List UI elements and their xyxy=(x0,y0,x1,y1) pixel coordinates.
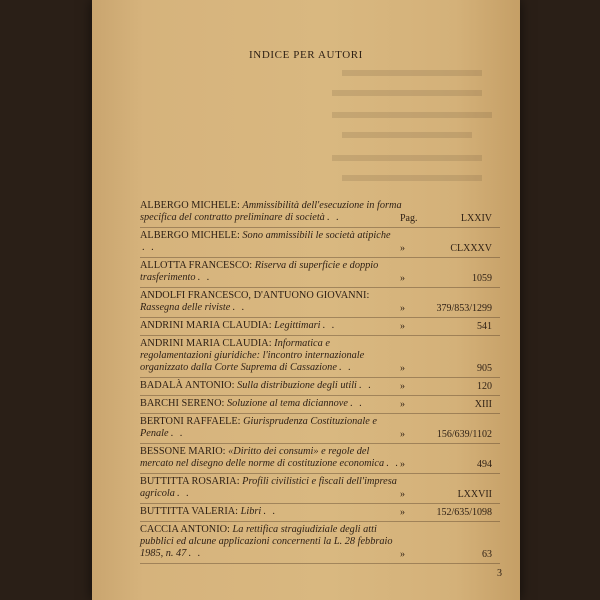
index-entry xyxy=(140,288,500,318)
entry-author: BADALÀ ANTONIO: xyxy=(140,380,235,391)
index-entry xyxy=(140,396,500,414)
page-title: INDICE PER AUTORI xyxy=(249,49,363,61)
dot-leader: . . xyxy=(188,548,203,559)
entry-page-number: XIII xyxy=(474,399,492,410)
dot-leader: . . xyxy=(322,320,337,331)
entry-page-number: CLXXXV xyxy=(450,243,492,254)
entry-author: BERTONI RAFFAELE: xyxy=(140,416,241,427)
entry-work-title: Giurisprudenza Costituzionale e Penale xyxy=(140,416,377,439)
index-entry xyxy=(140,228,500,258)
entry-page-mark: » xyxy=(400,273,405,284)
entry-page-number: 905 xyxy=(477,363,492,374)
dot-leader: . . xyxy=(386,458,400,469)
entry-page-reference xyxy=(400,459,492,470)
entry-text xyxy=(140,524,402,560)
entry-page-number: LXXVII xyxy=(457,489,492,500)
index-entry xyxy=(140,258,500,288)
entry-work-title: La rettifica stragiudiziale degli atti pubblici ed alcune applicazioni concernenti la L. 28 febbraio 1985, n. 47 xyxy=(140,524,393,559)
entry-author: ALBERGO MICHELE: xyxy=(140,230,240,241)
index-entry xyxy=(140,318,500,336)
entry-page-number: 120 xyxy=(477,381,492,392)
entry-page-mark: » xyxy=(400,429,405,440)
entry-page-mark: Pag. xyxy=(400,213,418,224)
entry-page-mark: » xyxy=(400,321,405,332)
entry-page-mark: » xyxy=(400,243,405,254)
entry-work-title: «Diritto dei consumi» e regole del mercato nel disegno delle norme di costituzione economica xyxy=(140,446,385,469)
entry-work-title: Riserva di superficie e doppio trasferimento xyxy=(140,260,379,283)
entry-text xyxy=(140,200,402,224)
entry-text xyxy=(140,446,402,470)
entry-page-reference xyxy=(400,363,492,374)
index-entry xyxy=(140,444,500,474)
entry-author: ANDRINI MARIA CLAUDIA: xyxy=(140,338,272,349)
entry-page-reference xyxy=(400,213,492,224)
entry-work-title: Informatica e regolamentazioni giuridiche: l'incontro internazionale organizzato dalla Corte Suprema di Cassazione xyxy=(140,338,365,373)
entry-text xyxy=(140,416,402,440)
entry-page-reference xyxy=(400,399,492,410)
entry-text xyxy=(140,230,402,254)
entry-author: BESSONE MARIO: xyxy=(140,446,226,457)
entry-author: BUTTITTA VALERIA: xyxy=(140,506,239,517)
index-entry xyxy=(140,522,500,564)
entry-page-number: 63 xyxy=(482,549,492,560)
dot-leader: . . xyxy=(358,380,373,391)
entry-work-title: Profili civilistici e fiscali dell'impresa agricola xyxy=(140,476,397,499)
entry-work-title: Sulla distribuzione degli utili xyxy=(237,380,357,391)
entry-text xyxy=(140,476,402,500)
entry-page-mark: » xyxy=(400,507,405,518)
entry-page-mark: » xyxy=(400,303,405,314)
entry-page-mark: » xyxy=(400,363,405,374)
index-entry xyxy=(140,414,500,444)
index-entry xyxy=(140,198,500,228)
entry-text xyxy=(140,338,402,374)
entry-page-number: LXXIV xyxy=(460,213,492,224)
entry-author: BUTTITTA ROSARIA: xyxy=(140,476,240,487)
dot-leader: . . xyxy=(326,212,341,223)
page-number: 3 xyxy=(497,568,502,579)
entry-author: ANDOLFI FRANCESCO, D'ANTUONO GIOVANNI: xyxy=(140,290,370,301)
entry-author: ALBERGO MICHELE: xyxy=(140,200,240,211)
entry-page-reference xyxy=(400,489,492,500)
entry-text xyxy=(140,506,402,518)
index-entry xyxy=(140,378,500,396)
entry-page-reference xyxy=(400,429,492,440)
dot-leader: . . xyxy=(338,362,353,373)
entry-page-reference xyxy=(400,243,492,254)
index-entry xyxy=(140,336,500,378)
entry-work-title: Legittimari xyxy=(274,320,321,331)
entry-page-reference xyxy=(400,303,492,314)
entry-page-reference xyxy=(400,321,492,332)
entry-page-mark: » xyxy=(400,399,405,410)
entry-page-number: 1059 xyxy=(472,273,492,284)
entry-author: CACCIA ANTONIO: xyxy=(140,524,230,535)
dot-leader: . . xyxy=(263,506,277,517)
document-page xyxy=(92,0,520,600)
entry-author: ANDRINI MARIA CLAUDIA: xyxy=(140,320,272,331)
entry-page-reference xyxy=(400,507,492,518)
entry-work-title: Soluzione al tema diciannove xyxy=(226,398,348,409)
dot-leader: . . xyxy=(176,488,191,499)
entry-page-mark: » xyxy=(400,459,405,470)
entry-page-mark: » xyxy=(400,549,405,560)
entry-work-title: Libri xyxy=(240,506,262,517)
entry-page-mark: » xyxy=(400,381,405,392)
author-index-list xyxy=(140,198,500,564)
entry-work-title: Sono ammissibili le società atipiche xyxy=(242,230,391,241)
entry-text xyxy=(140,320,402,332)
entry-text xyxy=(140,290,402,314)
entry-page-number: 152/635/1098 xyxy=(436,507,492,518)
dot-leader: . . xyxy=(142,242,156,253)
index-entry xyxy=(140,504,500,522)
entry-page-reference xyxy=(400,381,492,392)
dot-leader: . . xyxy=(170,428,185,439)
entry-work-title: Rassegna delle riviste xyxy=(140,302,231,313)
entry-page-number: 379/853/1299 xyxy=(436,303,492,314)
entry-author: BARCHI SERENO: xyxy=(140,398,225,409)
entry-page-number: 156/639/1102 xyxy=(436,429,492,440)
entry-page-mark: » xyxy=(400,489,405,500)
entry-text xyxy=(140,380,402,392)
entry-author: ALLOTTA FRANCESCO: xyxy=(140,260,253,271)
entry-page-number: 541 xyxy=(477,321,492,332)
entry-text xyxy=(140,260,402,284)
dot-leader: . . xyxy=(197,272,212,283)
dot-leader: . . xyxy=(232,302,247,313)
entry-page-reference xyxy=(400,549,492,560)
entry-page-reference xyxy=(400,273,492,284)
dot-leader: . . xyxy=(349,398,364,409)
entry-page-number: 494 xyxy=(477,459,492,470)
entry-work-title: Ammissibilità dell'esecuzione in forma specifica del contratto preliminare di società xyxy=(140,200,402,223)
entry-text xyxy=(140,398,402,410)
index-entry xyxy=(140,474,500,504)
